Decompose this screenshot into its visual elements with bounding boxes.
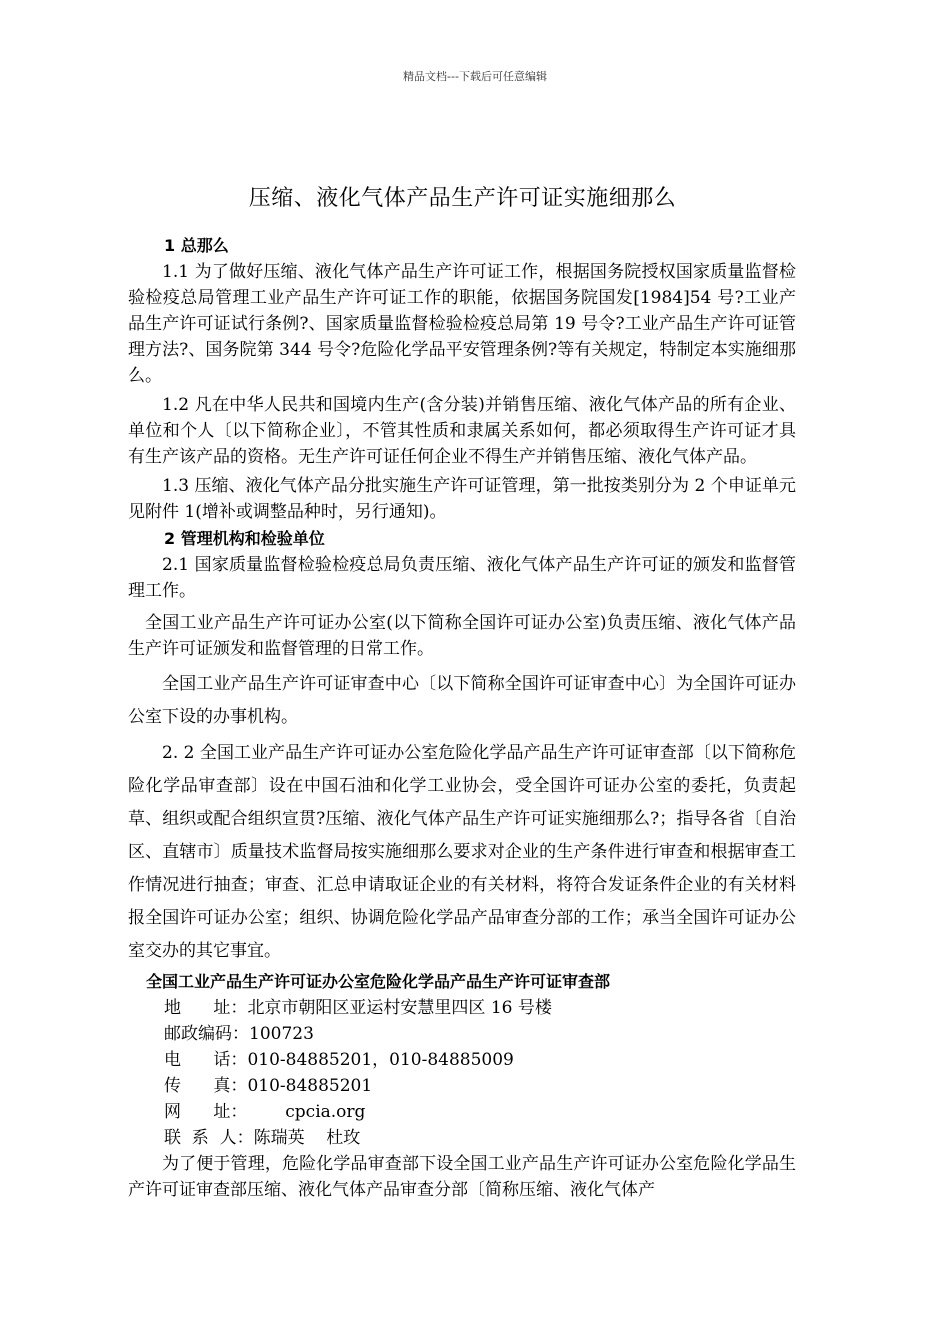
contact-row-fax xyxy=(128,1073,796,1099)
document-title: 压缩、液化气体产品生产许可证实施细那么 xyxy=(248,186,677,211)
contact-value: 北京市朝阳区亚运村安慧里四区 16 号楼 xyxy=(247,998,552,1018)
contact-label: 邮政编码： xyxy=(164,1024,249,1044)
org-heading: 全国工业产品生产许可证办公室危险化学品产品生产许可证审查部 xyxy=(146,972,611,991)
contact-value: 100723 xyxy=(249,1024,314,1044)
contact-row-person xyxy=(128,1125,796,1151)
contact-label: 电 话： xyxy=(164,1050,248,1070)
paragraph-2-2: 2. 2 全国工业产品生产许可证办公室危险化学品产品生产许可证审查部〔以下简称危险化学品审查部〕设在中国石油和化学工业协会，受全国许可证办公室的委托，负责起草、组织或配合组织宣贯?压缩、液化气体产品生产许可证实施细那么?；指导各省〔自治区、直辖市〕质量技术监督局按实施细那么要求对企业的生产条件进行审查和根据审查工作情况进行抽查；审查、汇总申请取证企业的有关材料，将符合发证条件企业的有关材料报全国许可证办公室；组织、协调危险化学品产品审查分部的工作；承当全国许可证办公室交办的其它事宜。 xyxy=(128,743,796,961)
paragraph-1-3: 1.3 压缩、液化气体产品分批实施生产许可证管理，第一批按类别分为 2 个申证单元见附件 1(增补或调整品种时，另行通知)。 xyxy=(128,476,796,522)
section-2-heading: 2 管理机构和检验单位 xyxy=(164,529,325,548)
paragraph-last: 为了便于管理，危险化学品审查部下设全国工业产品生产许可证办公室危险化学品生产许可证审查部压缩、液化气体产品审查分部〔简称压缩、液化气体产 xyxy=(128,1154,796,1200)
contact-label: 地 址： xyxy=(164,998,248,1018)
page-header: 精品文档---下载后可任意编辑 xyxy=(403,70,547,83)
section-1-heading: 1 总那么 xyxy=(164,236,229,255)
paragraph-2-1c: 全国工业产品生产许可证审查中心〔以下简称全国许可证审查中心〕为全国许可证办公室下设的办事机构。 xyxy=(128,674,796,727)
contact-label: 联 系 人： xyxy=(164,1128,254,1148)
contact-row-website xyxy=(128,1099,796,1125)
contact-row-phone xyxy=(128,1047,796,1073)
contact-row-address xyxy=(128,995,796,1021)
document-body xyxy=(128,232,796,1203)
contact-row-postcode xyxy=(128,1021,796,1047)
paragraph-2-1: 2.1 国家质量监督检验检疫总局负责压缩、液化气体产品生产许可证的颁发和监督管理工作。 xyxy=(128,555,796,601)
website-link[interactable]: cpcia.org xyxy=(247,1102,366,1122)
contact-value: 陈瑞英 杜玫 xyxy=(253,1128,361,1148)
paragraph-1-2: 1.2 凡在中华人民共和国境内生产(含分装)并销售压缩、液化气体产品的所有企业、单位和个人〔以下简称企业〕，不管其性质和隶属关系如何，都必须取得生产许可证才具有生产该产品的资格。无生产许可证任何企业不得生产并销售压缩、液化气体产品。 xyxy=(128,395,796,467)
contact-value: 010-84885201，010-84885009 xyxy=(247,1050,514,1070)
paragraph-1-1: 1.1 为了做好压缩、液化气体产品生产许可证工作，根据国务院授权国家质量监督检验检疫总局管理工业产品生产许可证工作的职能，依据国务院国发[1984]54 号?工业产品生产许可证试行条例?、国家质量监督检验检疫总局第 19 号令?工业产品生产许可证管理方法?、国务院第 344 号令?危险化学品平安管理条例?等有关规定，特制定本实施细那么。 xyxy=(128,262,796,386)
contact-label: 网 址： xyxy=(164,1102,248,1122)
paragraph-2-1b: 全国工业产品生产许可证办公室(以下简称全国许可证办公室)负责压缩、液化气体产品生产许可证颁发和监督管理的日常工作。 xyxy=(128,613,796,659)
contact-value: 010-84885201 xyxy=(247,1076,373,1096)
contact-label: 传 真： xyxy=(164,1076,248,1096)
